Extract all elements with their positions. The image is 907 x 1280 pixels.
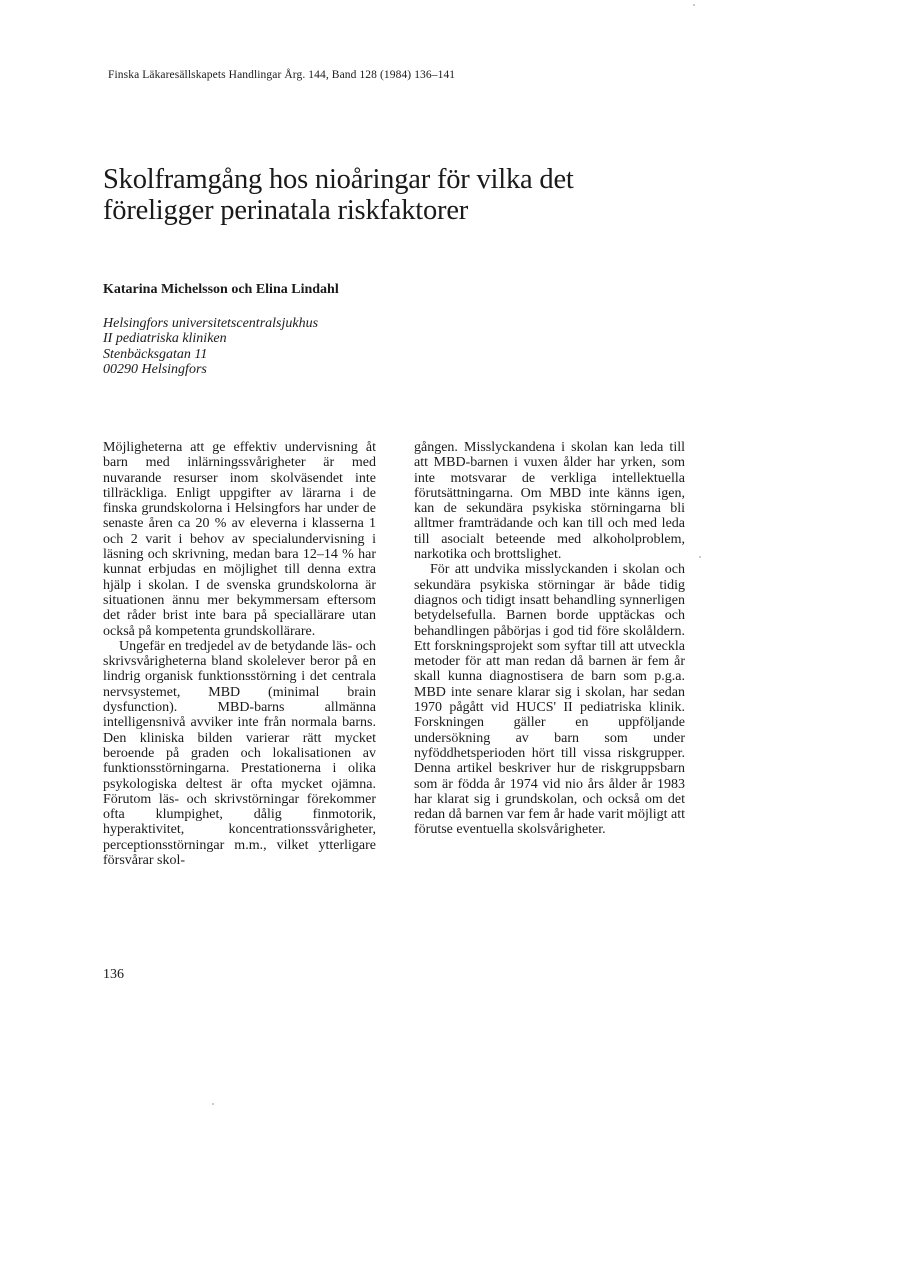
title-line: Skolframgång hos nioåringar för vilka det [103, 164, 574, 195]
affiliation-line: Helsingfors universitetscentralsjukhus [103, 316, 319, 331]
article-title [103, 164, 803, 226]
body-column-right [414, 440, 685, 838]
journal-citation-line: Finska Läkaresällskapets Handlingar Årg. 144, Band 128 (1984) 136–141 [108, 69, 456, 81]
affiliation-line: 00290 Helsingfors [103, 361, 207, 377]
title-line: föreligger perinatala riskfaktorer [103, 195, 469, 226]
scan-speck [212, 1103, 214, 1105]
author-affiliation [103, 316, 318, 377]
affiliation-line: Stenbäcksgatan 11 [103, 346, 208, 362]
body-column-left [103, 440, 376, 868]
page-number: 136 [103, 967, 124, 982]
body-paragraph: Ungefär en tredjedel av de betydande läs- och skrivsvårigheterna bland skolelever beror på en lindrig organisk funktionsstörning i det centrala nervsystemet, MBD (minimal brain dysfunction). MBD-barns allmänna intelligensnivå avviker inte från normala barns. Den kliniska bilden varierar rätt mycket beroende på graden och lokalisationen av funktionsstörningarna. Prestationerna i olika psykologiska deltest är ofta mycket ojämna. Förutom läs- och skrivstörningar förekommer ofta klumpighet, dålig finmotorik, hyperaktivitet, koncentrationssvårigheter, perceptionsstörningar m.m., vilket ytterligare försvårar skol- [103, 638, 376, 869]
scan-speck [699, 556, 701, 558]
body-paragraph: För att undvika misslyckanden i skolan och sekundära psykiska störningar är både tidig diagnos och tidigt insatt behandling synnerligen betydelsefulla. Barnen borde upptäckas och behandlingen påbörjas i god tid före skolåldern. Ett forskningsprojekt som syftar till att utveckla metoder för att man redan då barnen är fem år skall kunna diagnostisera de barn som p.g.a. MBD inte senare klarar sig i skolan, har sedan 1970 pågått vid HUCS' II pediatriska klinik. Forskningen gäller en uppföljande undersökning av barn som under nyföddhetsperioden hört till vissa riskgrupper. Denna artikel beskriver hur de riskgruppsbarn som är födda år 1974 vid nio års ålder år 1983 har klarat sig i grundskolan, och också om det redan då barnen var fem år hade varit möjligt att förutse eventuella skolsvårigheter. [414, 562, 685, 838]
article-authors: Katarina Michelsson och Elina Lindahl [103, 282, 339, 297]
scan-speck [693, 4, 695, 6]
body-paragraph: Möjligheterna att ge effektiv undervisning åt barn med inlärningssvårigheter är med nuvarande resurser inom skolväsendet inte tillräckliga. Enligt uppgifter av lärarna i de finska grundskolorna i Helsingfors har under de senaste åren ca 20 % av eleverna i klasserna 1 och 2 varit i behov av specialundervisning i läsning och skrivning, medan bara 12–14 % har kunnat erbjudas en möjlighet till denna extra hjälp i skolan. I de svenska grundskolorna är situationen ännu mer bekymmersam eftersom det råder brist inte bara på speciallärare utan också på kompetenta grundskollärare. [103, 440, 376, 639]
affiliation-line: II pediatriska kliniken [103, 331, 227, 347]
body-paragraph: gången. Misslyckandena i skolan kan leda till att MBD-barnen i vuxen ålder har yrken, som inte motsvarar de verkliga intellektuella förutsättningarna. Om MBD inte känns igen, kan de sekundära psykiska störningarna bli alltmer framträdande och kan till och med leda till asocialt beteende med alkoholproblem, narkotika och brottslighet. [414, 440, 685, 563]
